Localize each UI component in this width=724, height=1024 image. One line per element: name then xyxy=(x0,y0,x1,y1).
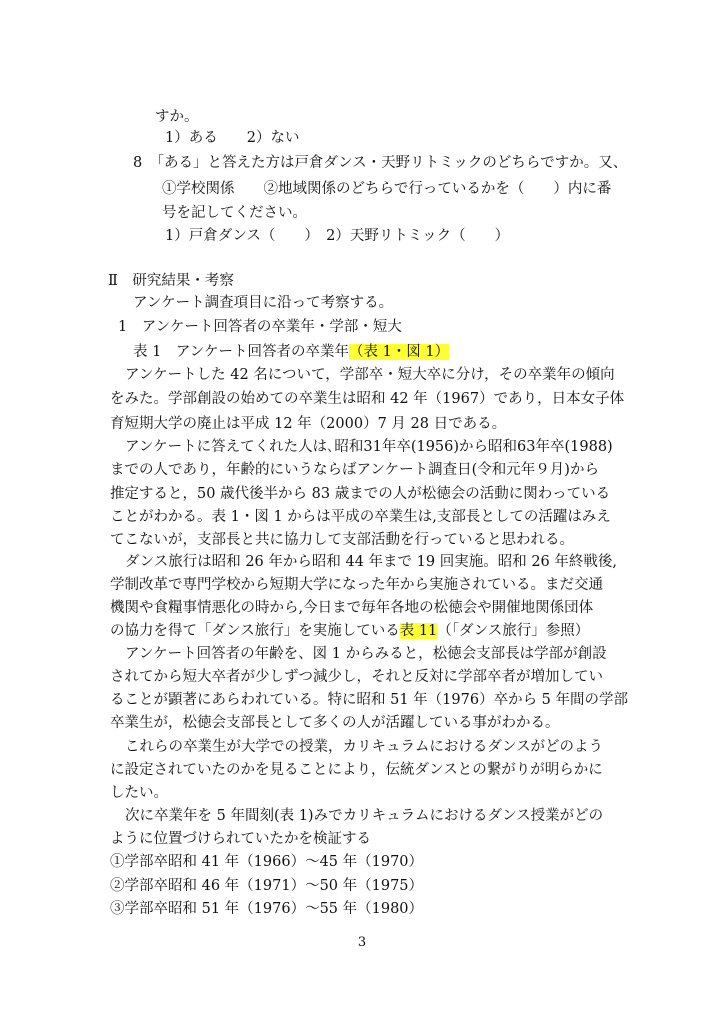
paragraph-5-line: に設定されていたのかを見ることにより，伝統ダンスとの繋がりが明らかに xyxy=(110,762,603,778)
paragraph-3-text: （「ダンス旅行」参照） xyxy=(437,623,590,639)
period-item: ③学部卒昭和 51 年（1976）～55 年（1980） xyxy=(110,901,424,917)
period-item: ①学部卒昭和 41 年（1966）～45 年（1970） xyxy=(110,854,424,870)
paragraph-3-last-line xyxy=(110,621,589,641)
paragraph-5-line: これらの卒業生が大学での授業，カリキュラムにおけるダンスがどのよう xyxy=(125,739,604,755)
paragraph-3-line: 学制改革で専門学校から短期大学になった年から実施されている。まだ交通 xyxy=(110,577,603,593)
paragraph-4-line: ることが顕著にあらわれている。特に昭和 51 年（1976）卒から 5 年間の学部 xyxy=(110,692,629,708)
paragraph-2-line: 推定すると，50 歳代後半から 83 歳までの人が松徳会の活動に関わっている xyxy=(110,486,611,502)
period-item: ②学部卒昭和 46 年（1971）～50 年（1975） xyxy=(110,878,424,894)
page-number: 3 xyxy=(357,935,367,950)
paragraph-2-line: ことがわかる。表 1・図 1 からは平成の卒業生は,支部長としての活躍はみえ xyxy=(110,509,611,525)
paragraph-3-text: の協力を得て「ダンス旅行」を実施している xyxy=(110,623,400,639)
q8-line-1: 8 「ある」と答えた方は戸倉ダンス・天野リトミックのどちらですか。又、 xyxy=(133,155,628,171)
q8-options: 1）戸倉ダンス（ ） 2）天野リトミック（ ） xyxy=(165,228,510,244)
q7-options: 1）ある 2）ない xyxy=(165,130,300,146)
paragraph-4-line: アンケート回答者の年齢を、図 1 からみると，松徳会支部長は学部が創設 xyxy=(125,646,607,662)
paragraph-3-line: 機関や食糧事情悪化の時から,今日まで毎年各地の松徳会や開催地関係団体 xyxy=(110,600,594,616)
subheading: 1 アンケート回答者の卒業年・学部・短大 xyxy=(118,319,402,335)
paragraph-4-line: 卒業生が，松徳会支部長として多くの人が活躍している事がわかる。 xyxy=(110,715,560,731)
table-ref-highlight: 表 11 xyxy=(399,623,438,639)
table-caption-text: 表 1 アンケート回答者の卒業年 xyxy=(133,344,349,360)
paragraph-1-line: アンケートした 42 名について，学部卒・短大卒に分け，その卒業年の傾向 xyxy=(125,367,615,383)
paragraph-6-line: ように位置づけられていたかを検証する xyxy=(110,831,371,847)
paragraph-5-line: したい。 xyxy=(110,785,168,801)
paragraph-1-line: をみた。学部創設の始めての卒業生は昭和 42 年（1967）であり，日本女子体 xyxy=(110,391,625,407)
table-caption xyxy=(133,342,449,362)
paragraph-4-line: されてから短大卒者が少しずつ減少し，それと反対に学部卒者が増加してい xyxy=(110,669,603,685)
paragraph-2-line: てこないが，支部長と共に協力して支部活動を行っていると思われる。 xyxy=(110,532,574,548)
section-intro: アンケート調査項目に沿って考察する。 xyxy=(133,295,394,311)
q8-line-2: ①学校関係 ②地域関係のどちらで行っているかを（ ）内に番 xyxy=(162,181,612,197)
paragraph-6-line: 次に卒業年を 5 年間刻(表 1)みでカリキュラムにおけるダンス授業がどの xyxy=(125,808,604,824)
paragraph-2-line: までの人であり，年齢的にいうならばアンケート調査日(令和元年９月)から xyxy=(110,462,599,478)
paragraph-2-line: アンケートに答えてくれた人は､昭和31年卒(1956)から昭和63年卒(1988) xyxy=(125,439,613,455)
question-continuation: すか。 xyxy=(155,109,199,125)
paragraph-1-line: 育短期大学の廃止は平成 12 年（2000）7 月 28 日である。 xyxy=(110,416,507,432)
table-caption-ref-highlight: （表 1・図 1） xyxy=(348,344,450,360)
section-heading: Ⅱ 研究結果・考察 xyxy=(108,273,234,289)
paragraph-3-line: ダンス旅行は昭和 26 年から昭和 44 年まで 19 回実施。昭和 26 年終戦後, xyxy=(125,554,617,570)
q8-line-3: 号を記してください。 xyxy=(162,205,307,221)
